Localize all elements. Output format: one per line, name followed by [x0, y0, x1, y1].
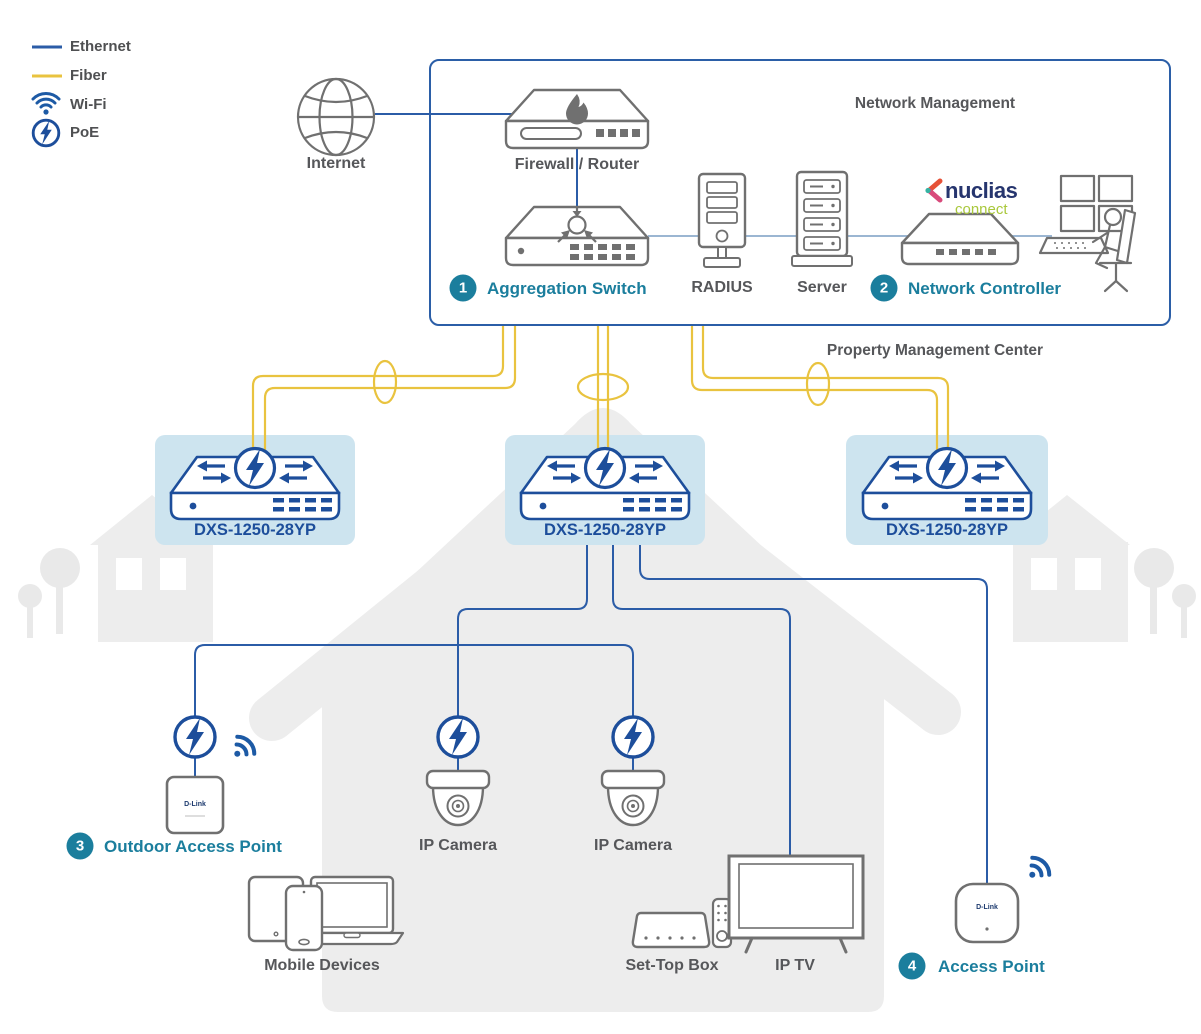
- legend-label-fiber: Fiber: [70, 67, 107, 84]
- access-point-icon: [956, 884, 1018, 942]
- fiber-line-swatch: [32, 75, 62, 78]
- switch-left-label: DXS-1250-28YP: [194, 521, 316, 539]
- outdoor-access-point-label: Outdoor Access Point: [104, 837, 282, 856]
- access-point-brand: D-Link: [976, 904, 998, 911]
- network-controller-label: Network Controller: [908, 279, 1062, 298]
- mobile-devices-icon: [249, 877, 403, 950]
- dxs-switch-left-icon: [171, 449, 339, 520]
- aggregation-switch-label: Aggregation Switch: [487, 279, 647, 298]
- poe-icon-camera2: [613, 717, 653, 757]
- legend-label-ethernet: Ethernet: [70, 38, 131, 55]
- network-management-title: Network Management: [854, 95, 1016, 112]
- switch-middle-label: DXS-1250-28YP: [544, 521, 666, 539]
- access-point-label: Access Point: [938, 957, 1045, 976]
- badge-1: 1: [450, 275, 477, 302]
- nuclias-brand-text: nuclias: [945, 178, 1018, 203]
- legend-label-poe: PoE: [70, 124, 100, 141]
- ip-tv-icon: [729, 856, 863, 952]
- server-label: Server: [797, 279, 847, 296]
- mobile-devices-label: Mobile Devices: [264, 957, 380, 974]
- ip-camera1-label: IP Camera: [419, 837, 497, 854]
- internet-globe-icon: [298, 79, 374, 155]
- internet-label: Internet: [306, 155, 366, 172]
- badge-3: 3: [67, 833, 94, 860]
- fiber-loop-right: [807, 363, 829, 405]
- property-management-center-label: Property Management Center: [826, 342, 1044, 359]
- fiber-loop-left: [374, 361, 396, 403]
- dxs-switch-middle-icon: [521, 449, 689, 520]
- poe-icon: [33, 120, 59, 146]
- wifi-icon-outdoor-ap: [227, 733, 258, 764]
- badge-4: 4: [899, 953, 926, 980]
- aggregation-switch-icon: [506, 207, 648, 265]
- dxs-switch-right-icon: [863, 449, 1031, 520]
- poe-icon-camera1: [438, 717, 478, 757]
- server-icon: [792, 172, 852, 266]
- legend-label-wifi: Wi-Fi: [70, 96, 107, 113]
- wifi-icon-access-point: [1022, 854, 1053, 885]
- firewall-router-label: Firewall / Router: [514, 156, 640, 173]
- ip-tv-label: IP TV: [775, 957, 815, 974]
- fiber-loop-middle: [578, 374, 628, 400]
- poe-icon-outdoor-ap: [175, 717, 215, 757]
- nuclias-connect-text: connect: [955, 201, 1008, 218]
- wifi-icon: [33, 93, 59, 114]
- firewall-router-icon: [506, 90, 648, 148]
- switch-right-label: DXS-1250-28YP: [886, 521, 1008, 539]
- radius-label: RADIUS: [691, 279, 753, 296]
- badge-2: 2: [871, 275, 898, 302]
- ip-camera2-label: IP Camera: [594, 837, 672, 854]
- set-top-box-label: Set-Top Box: [625, 957, 719, 974]
- legend-icons: [32, 46, 62, 146]
- ethernet-line-swatch: [32, 46, 62, 49]
- outdoor-ap-brand: D-Link: [184, 801, 206, 808]
